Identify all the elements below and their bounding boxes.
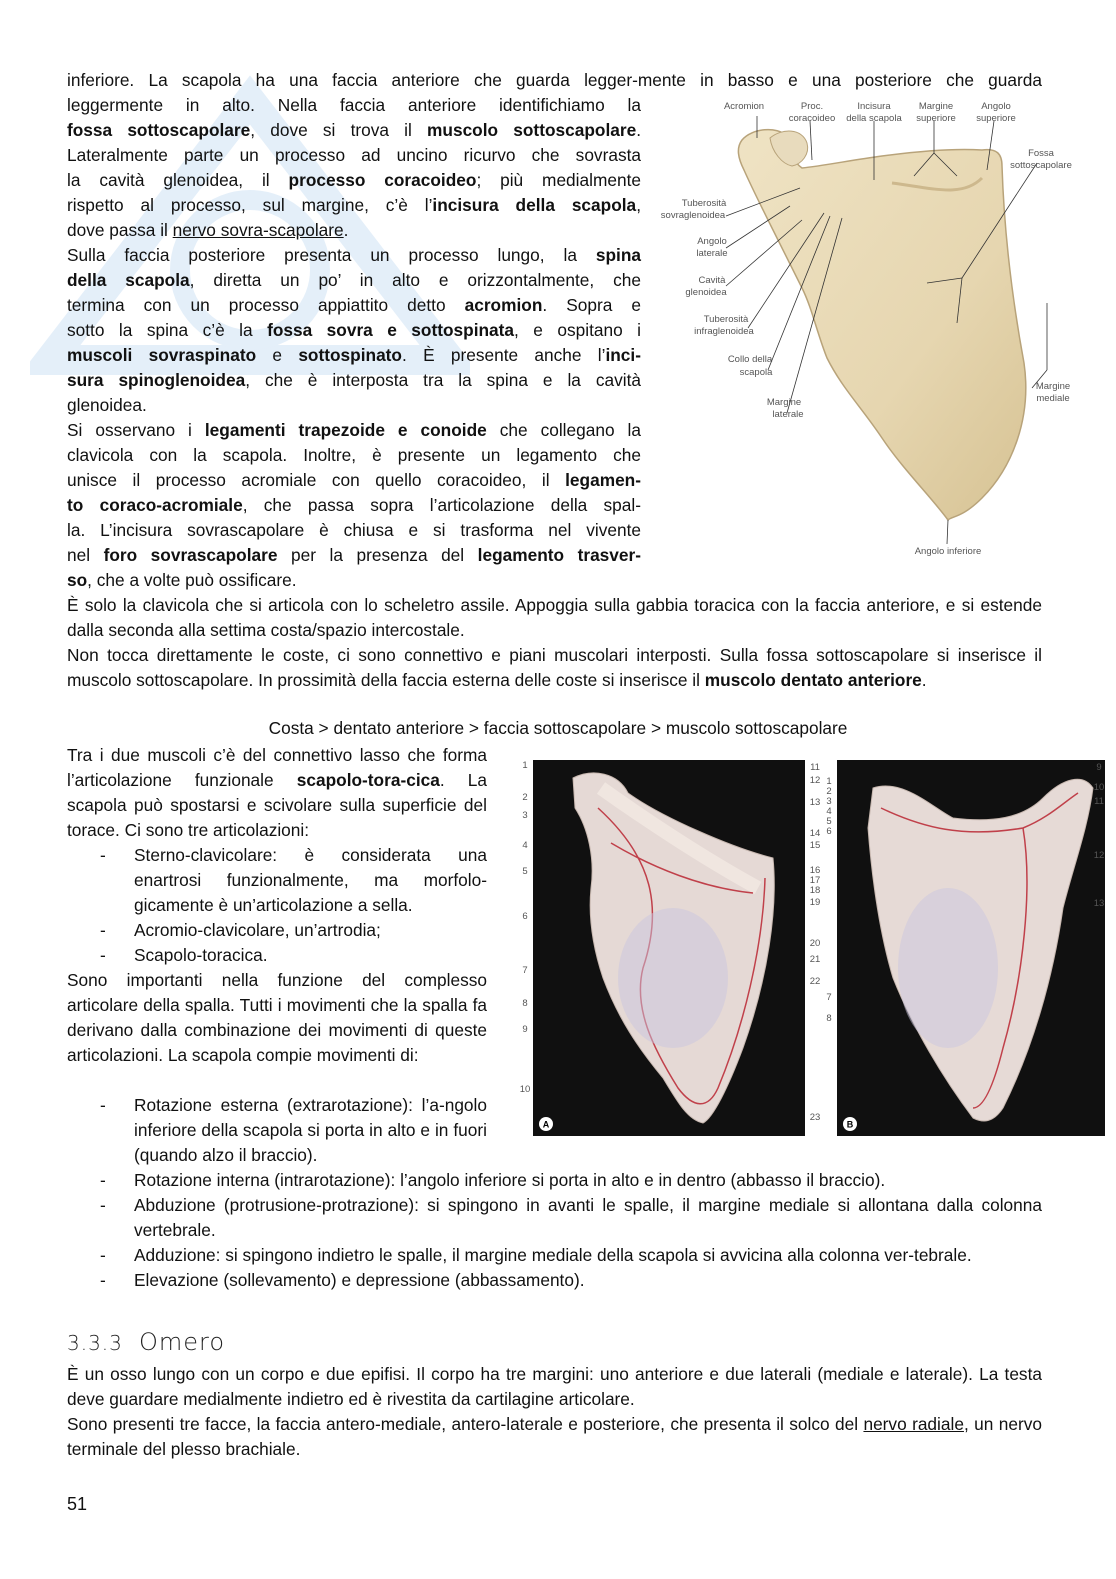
list-item: - Acromio-clavicolare, un’artrodia; <box>67 918 487 943</box>
svg-text:coracoideo: coracoideo <box>788 113 836 124</box>
list-item: - Sterno-clavicolare: è considerata una enartrosi funzionalmente, ma morfolo-gicamente è un’articolazione a sella. <box>67 843 487 918</box>
svg-text:Collo della: Collo della <box>727 354 773 365</box>
svg-text:superiore: superiore <box>976 113 1016 124</box>
svg-text:sottoscapolare: sottoscapolare <box>1010 160 1072 171</box>
svg-text:9: 9 <box>522 1024 528 1035</box>
svg-text:Angolo: Angolo <box>981 101 1011 112</box>
omero-paragraph-1: È un osso lungo con un corpo e due epifisi. Il corpo ha tre margini: uno anteriore e due laterali (mediale e laterale). La testa deve guardare medialmente indietro ed è rivestita da cartilagine articolare. <box>67 1364 1042 1409</box>
svg-text:Fossa: Fossa <box>1028 148 1054 159</box>
svg-text:sovraglenoidea: sovraglenoidea <box>660 210 726 221</box>
svg-text:6: 6 <box>826 826 832 837</box>
svg-text:mediale: mediale <box>1036 393 1070 404</box>
svg-text:Margine: Margine <box>918 101 954 112</box>
svg-text:infraglenoidea: infraglenoidea <box>694 326 754 337</box>
svg-text:della scapola: della scapola <box>846 113 902 124</box>
svg-text:4: 4 <box>826 806 832 817</box>
joints-list <box>67 843 487 968</box>
svg-text:4: 4 <box>522 840 528 851</box>
movements-list-narrow <box>67 1093 487 1168</box>
svg-text:6: 6 <box>522 911 528 922</box>
svg-text:22: 22 <box>809 976 821 987</box>
svg-text:12: 12 <box>809 775 821 786</box>
svg-text:Tuberosità: Tuberosità <box>703 314 749 325</box>
svg-text:1: 1 <box>826 776 832 787</box>
svg-text:Proc.: Proc. <box>800 101 824 112</box>
movements-list <box>67 1168 1042 1293</box>
label-acromion: Acromion <box>723 101 765 112</box>
svg-text:8: 8 <box>826 1013 832 1024</box>
svg-text:Cavità: Cavità <box>698 275 726 286</box>
list-item: - Scapolo-toracica. <box>67 943 487 968</box>
svg-text:11: 11 <box>1094 796 1104 807</box>
svg-text:5: 5 <box>522 866 528 877</box>
svg-text:Margine: Margine <box>766 397 802 408</box>
section-title: Omero <box>139 1328 226 1356</box>
svg-text:8: 8 <box>522 998 528 1009</box>
clavicle-paragraph: È solo la clavicola che si articola con lo scheletro assile. Appoggia sulla gabbia toracica con la faccia anteriore, e si estende dalla seconda alla settima costa/spazio intercostale. <box>67 595 1042 640</box>
svg-text:7: 7 <box>826 992 832 1003</box>
intro-line: inferiore. La scapola ha una faccia anteriore che guarda legger-mente in basso e una posteriore che guarda <box>67 70 1042 90</box>
page-number: 51 <box>67 1494 88 1514</box>
svg-text:16: 16 <box>809 865 821 876</box>
label-angolo-inferiore: Angolo inferiore <box>914 546 982 557</box>
scapula-anterior-figure <box>652 88 1092 568</box>
omero-paragraph-2: Sono presenti tre facce, la faccia antero-mediale, antero-laterale e posteriore, che presenta il solco del nervo radiale, un nervo terminale del plesso brachiale. <box>67 1414 1042 1459</box>
svg-text:9: 9 <box>1096 762 1102 773</box>
svg-text:Margine: Margine <box>1035 381 1071 392</box>
svg-text:10: 10 <box>1093 782 1105 793</box>
svg-text:14: 14 <box>809 828 821 839</box>
svg-text:19: 19 <box>809 897 821 908</box>
serratus-paragraph: Non tocca direttamente le coste, ci sono connettivo e piani muscolari interposti. Sulla fossa sottoscapolare si inserisce il muscolo sottoscapolare. In prossimità della faccia esterna delle coste si inserisce il muscolo dentato anteriore. <box>67 645 1042 690</box>
section-heading <box>67 1328 225 1356</box>
svg-text:20: 20 <box>809 938 821 949</box>
svg-text:23: 23 <box>809 1112 821 1123</box>
nerve-link: nervo sovra-scapolare <box>172 220 344 240</box>
list-item: - Rotazione esterna (extrarotazione): l’a-ngolo inferiore della scapola si porta in alto e in fuori (quando alzo il braccio). <box>67 1093 487 1168</box>
scapulothoracic-paragraph: Tra i due muscoli c’è del connettivo lasso che forma l’articolazione funzionale scapolo-tora-cica. La scapola può spostarsi e scivolare sulla superficie del torace. Ci sono tre articolazioni: <box>67 745 487 840</box>
svg-text:Tuberosità: Tuberosità <box>681 198 727 209</box>
svg-text:2: 2 <box>826 786 832 797</box>
svg-text:13: 13 <box>809 797 821 808</box>
svg-text:15: 15 <box>809 840 821 851</box>
svg-text:1: 1 <box>522 760 528 771</box>
section-number: 3.3.3 <box>67 1331 123 1355</box>
svg-text:12: 12 <box>1093 850 1105 861</box>
svg-text:scapola: scapola <box>739 367 773 378</box>
scapula-shape <box>738 130 1025 520</box>
svg-text:laterale: laterale <box>696 248 728 259</box>
list-item: - Rotazione interna (intrarotazione): l’angolo inferiore si porta in alto e in dentro (abbasso il braccio). <box>67 1168 1042 1193</box>
svg-text:Angolo: Angolo <box>697 236 727 247</box>
svg-text:13: 13 <box>1093 898 1105 909</box>
svg-text:superiore: superiore <box>916 113 956 124</box>
chain-line: Costa > dentato anteriore > faccia sottoscapolare > muscolo sottoscapolare <box>268 718 848 738</box>
svg-text:18: 18 <box>809 885 821 896</box>
scapula-photo-figure <box>503 748 1108 1140</box>
svg-text:3: 3 <box>826 796 832 807</box>
svg-text:21: 21 <box>809 954 821 965</box>
panel-a-label: A <box>542 1119 550 1130</box>
svg-text:11: 11 <box>810 762 820 773</box>
list-item: - Adduzione: si spingono indietro le spalle, il margine mediale della scapola si avvicina alla colonna ver-tebrale. <box>67 1243 1042 1268</box>
list-item: - Abduzione (protrusione-protrazione): si spingono in avanti le spalle, il margine mediale si allontana dalla colonna vertebrale. <box>67 1193 1042 1243</box>
svg-text:2: 2 <box>522 792 528 803</box>
svg-text:Incisura: Incisura <box>857 101 891 112</box>
radial-nerve-link: nervo radiale <box>863 1414 964 1434</box>
panel-b-label: B <box>846 1119 854 1130</box>
svg-text:5: 5 <box>826 816 832 827</box>
svg-text:3: 3 <box>522 810 528 821</box>
movements-intro: Sono importanti nella funzione del complesso articolare della spalla. Tutti i movimenti che la spalla fa derivano dalla combinazione dei movimenti di queste articolazioni. La scapola compie movimenti di: <box>67 970 487 1065</box>
svg-text:10: 10 <box>519 1084 531 1095</box>
list-item: - Elevazione (sollevamento) e depressione (abbassamento). <box>67 1268 1042 1293</box>
scapula-description: leggermente in alto. Nella faccia anteriore identifichiamo la fossa sottoscapolare, dove si trova il muscolo sottoscapolare. Lateralmente parte un processo ad uncino ricurvo che sovrasta la cavità glenoidea, il processo coracoideo; più medialmente rispetto al processo, sul margine, c’è l’incisura della scapola, dove passa il nervo sovra-scapolare. Sulla faccia posteriore presenta un processo lungo, la spina della scapola, diretta un po’ in alto e orizzontalmente, che termina con un processo appiattito detto acromion. Sopra e sotto la spina c’è la fossa sovra e sottospinata, e ospitano i muscoli sovraspinato e sottospinato. È presente anche l’inci- sura spinoglenoidea, che è interposta tra la spina e la cavità glenoidea. Si osservano i legamenti trapezoide e conoide che collegano la clavicola con la scapola. Inoltre, è presente un legamento che unisce il processo acromiale con quello coracoideo, il legamen- to coraco-acromiale, che passa sopra l’articolazione della spal- la. L’incisura sovrascapolare è chiusa e si trasforma nel vivente nel foro sovrascapolare per la presenza del legamento trasver- so, che a volte può ossificare. <box>67 95 642 590</box>
svg-text:laterale: laterale <box>772 409 804 420</box>
svg-text:glenoidea: glenoidea <box>685 287 727 298</box>
svg-text:17: 17 <box>809 875 821 886</box>
svg-text:7: 7 <box>522 965 528 976</box>
